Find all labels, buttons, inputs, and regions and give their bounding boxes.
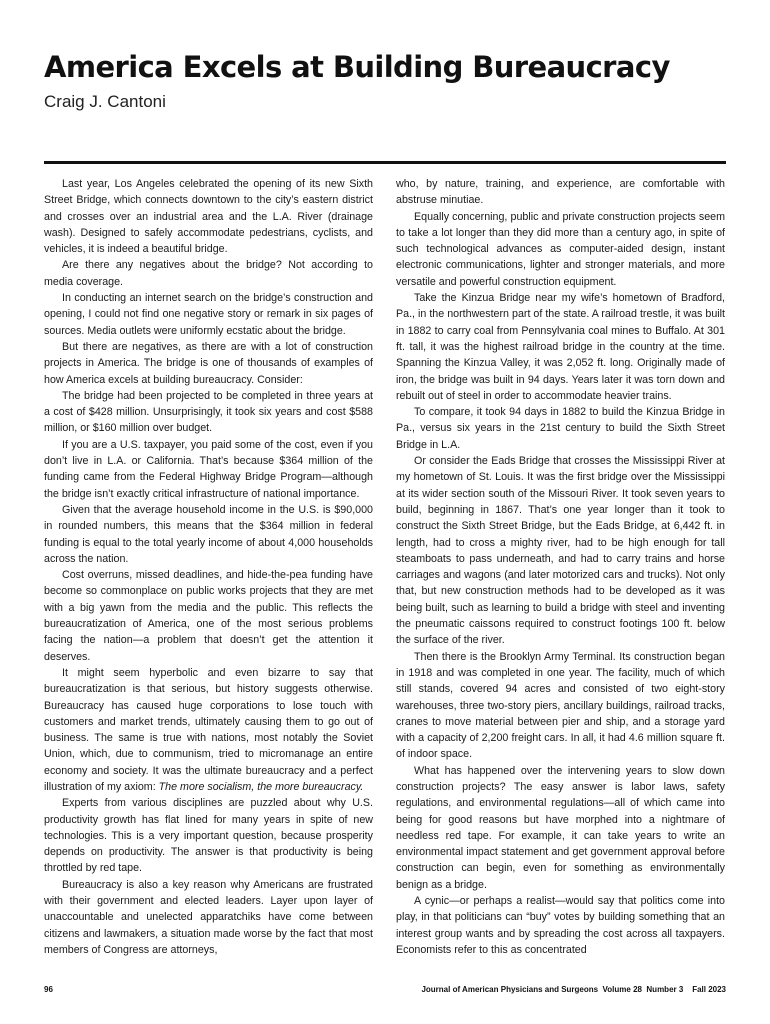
paragraph: Then there is the Brooklyn Army Terminal. Its construction began in 1918 and was completed in one year. The facility, much of which still stands, covered 94 acres and consisted of two eight-story warehouses, three two-story piers, ancillary buildings, railroad tracks, cranes to move material between pier and ship, and a storage yard with a capacity of 2,200 freight cars. In all, it had 4.6 million square ft. of indoor space. [396,650,725,761]
paragraph: To compare, it took 94 days in 1882 to build the Kinzua Bridge in Pa., versus six years in the 21st century to build the Sixth Street Bridge in L.A. [396,406,725,451]
paragraph: Take the Kinzua Bridge near my wife’s hometown of Bradford, Pa., in the northwestern part of the state. A railroad trestle, it was built in 1882 to carry coal from Pennsylvania coal mines to Buffalo. At 301 ft. tall, it was the highest railroad bridge in the country at the time. Spanning the Kinzua Valley, it was 2,052 ft. long. Originally made of iron, the bridge was built in 94 days. Years later it was torn down and rebuilt out of steel in order to accommodate heavier trains. [396,292,725,402]
paragraph: Given that the average household income in the U.S. is $90,000 in rounded numbers, this means that the $364 million in federal funding is equal to the total yearly income of about 4,000 households across the nation. [44,503,373,565]
paragraph: Bureaucracy is also a key reason why Americans are frustrated with their government and elected leaders. Layer upon layer of unaccountable and unelected apparatchiks have come between citizens and lawmakers, a situation made worse by the fact that most members of Congress are attorneys, [44,878,373,956]
journal-citation: Journal of American Physicians and Surgeons Volume 28 Number 3 Fall 2023 [421,985,726,994]
paragraph: Equally concerning, public and private construction projects seem to take a lot longer than they did more than a century ago, in spite of such technological advances as computer-aided design, instant electronic communications, lighter and stronger materials, and more versatile and powerful construction equipment. [396,210,725,288]
paragraph: The bridge had been projected to be completed in three years at a cost of $428 million. Unsurprisingly, it took six years and cost $588 million, or $160 million over budget. [44,389,373,435]
paragraph: In conducting an internet search on the bridge’s construction and opening, I could not find one negative story or remark in six pages of sources. Media outlets were uniformly ecstatic about the bridge. [44,292,373,337]
paragraph: Experts from various disciplines are puzzled about why U.S. productivity growth has flat lined for many years in spite of new technologies. This is a very important question, because prosperity depends on productivity. The answer is that productivity is being throttled by red tape. [44,797,373,875]
paragraph: But there are negatives, as there are with a lot of construction projects in America. The bridge is one of thousands of examples of how America excels at building bureaucracy. Consider: [44,340,373,386]
paragraph: who, by nature, training, and experience, are comfortable with abstruse minutiae. [396,178,725,207]
paragraph: Or consider the Eads Bridge that crosses the Mississippi River at my hometown of St. Louis. It was the first bridge over the Mississippi at its wider section south of the Missouri River. It took seven years to build, beginning in 1867. That’s one year longer than it took to construct the Sixth Street Bridge, but the Eads Bridge, at 6,442 ft. in length, had to cross a mighty river, had to be high enough for tall steamboats to pass underneath, and had to carry trains and horse carriages and wagons (and later motorized cars and trucks). Not only that, but new construction methods had to be developed as it was being built, such as learning to build a bridge with steel and inventing the pneumatic caissons required to construct footings 100 ft. below the surface of the river. [396,455,725,647]
paragraph: Are there any negatives about the bridge? Not according to media coverage. [44,259,373,288]
paragraph-text: It might seem hyperbolic and even bizarre to say that bureaucratization is that serious, but history suggests otherwise. Bureaucracy has caused huge corporations to lose touch with customers and market trends, ultimately causing them to go out of business. The same is true with nations, most notably the Soviet Union, which, due to communism, tried to micromanage an entire economy and society. It was the ultimate bureaucracy and a perfect illustration of my axiom: [44,666,373,793]
header-rule [44,161,726,164]
right-column [396,176,725,971]
paragraph: What has happened over the intervening years to slow down construction projects? The easy answer is labor laws, safety regulations, and environmental regulations—all of which came into being for good reasons but have morphed into a nightmare of needless red tape. For example, it can take years to write an environmental impact statement and get government approval before construction can begin, even for something as environmentally benign as a bridge. [396,764,725,891]
paragraph: If you are a U.S. taxpayer, you paid some of the cost, even if you don’t live in L.A. or California. That’s because $364 million of the funding came from the Federal Highway Bridge Program—although the bridge isn’t exactly critical infrastructure of national importance. [44,438,373,500]
article-title: America Excels at Building Bureaucracy [44,50,670,84]
paragraph: Last year, Los Angeles celebrated the opening of its new Sixth Street Bridge, which connects downtown to the city’s eastern district and crosses over an industrial area and the L.A. River (drainage wash). Designed to safely accommodate pedestrians, cyclists, and vehicles, it is indeed a beautiful bridge. [44,178,373,256]
left-column [44,176,373,971]
page-number: 96 [44,985,53,994]
paragraph: A cynic—or perhaps a realist—would say that politics come into play, in that politicians can “buy” votes by building something that an interest group wants and by spreading the cost across all taxpayers. Economists refer to this as concentrated [396,895,725,956]
paragraph [44,665,373,795]
paragraph: Cost overruns, missed deadlines, and hide-the-pea funding have become so commonplace on public works projects that they are met with a big yawn from the media and the public. This reflects the bureaucratization of America, one of the most serious problems facing the nation—a problem that doesn’t get the attention it deserves. [44,569,373,663]
axiom-text: The more socialism, the more bureaucracy. [158,780,364,793]
author-name: Craig J. Cantoni [44,92,166,111]
